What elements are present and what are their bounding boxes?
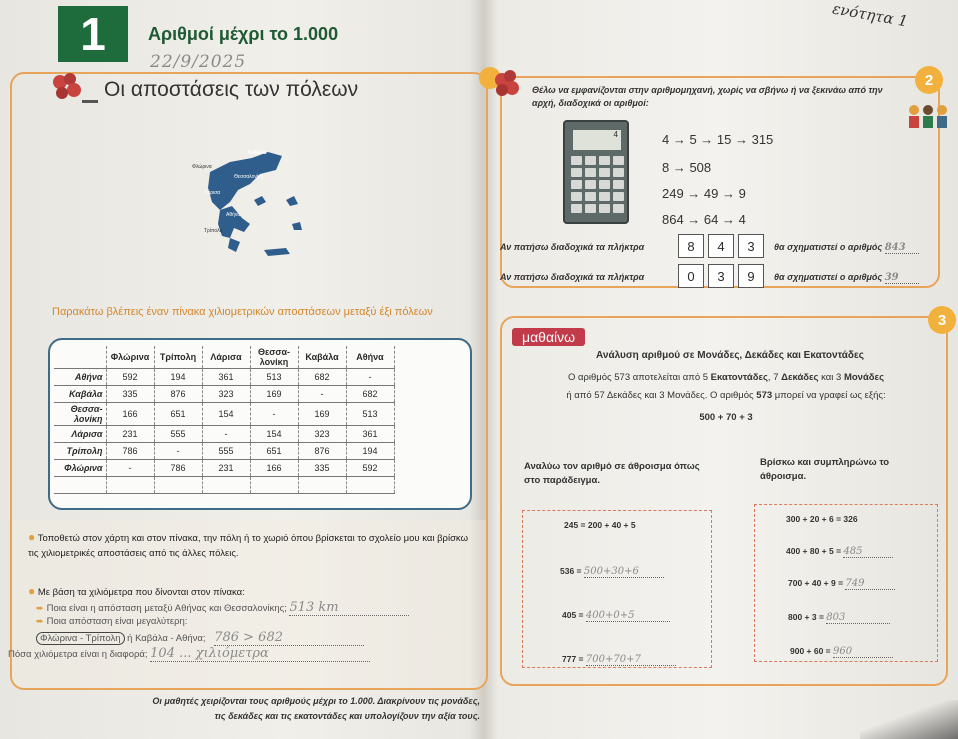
table-cell: 555 (202, 443, 250, 460)
para-bold: Μονάδες (843, 372, 885, 383)
answer-field[interactable]: 500+30+6 (584, 566, 664, 578)
keys-row-2-label: Αν πατήσω διαδοχικά τα πλήκτρα (500, 272, 645, 282)
circled-florina-tripoli: Φλώρινα - Τρίπολη (36, 632, 125, 645)
table-row-empty (54, 477, 394, 494)
table-header-cell (54, 346, 106, 369)
answer-field[interactable]: 400+0+5 (586, 610, 670, 622)
para-text: ή από 57 Δεκάδες και 3 Μονάδες. Ο αριθμός (566, 390, 757, 401)
page-shadow (860, 700, 958, 739)
arrow-icon: ➨ (36, 603, 44, 614)
distance-table (54, 346, 395, 494)
children-icon (906, 102, 950, 132)
para-text: και 3 (818, 372, 844, 383)
eq-text: 900 + 60 = (790, 646, 834, 656)
table-cell: 876 (298, 443, 346, 460)
table-row-header: Αθήνα (54, 369, 106, 386)
exercise-3-number: 3 (928, 306, 956, 334)
sequence-2: 8 → 508 (662, 160, 712, 175)
sequence-1: 4 → 5 → 15 → 315 (662, 132, 774, 147)
key-box: 9 (738, 264, 764, 288)
para-text: Ο αριθμός 573 αποτελείται από 5 (567, 372, 711, 383)
table-cell (250, 477, 298, 494)
exercise-2-number: 2 (915, 66, 943, 94)
table-cell: 323 (298, 426, 346, 443)
eq-text: 777 = (562, 654, 586, 664)
answer-field[interactable]: 786 > 682 (214, 630, 364, 646)
table-cell: 786 (106, 443, 154, 460)
para-bold: 573 (756, 390, 773, 401)
eq-text: 400 + 80 + 5 = (786, 546, 844, 556)
table-row (54, 443, 394, 460)
flower-icon (48, 70, 88, 104)
answer-field[interactable]: 485 (843, 546, 893, 558)
table-row-header: Φλώρινα (54, 460, 106, 477)
left-exercise-box (522, 510, 712, 668)
map-label-kavala: Καβάλα (248, 150, 267, 156)
question-text: Ποια είναι η απόσταση μεταξύ Αθήνας και Θεσσαλονίκης; (46, 603, 287, 614)
table-cell: 166 (250, 460, 298, 477)
table-cell: 876 (154, 386, 202, 403)
left-instruction: Αναλύω τον αριθμό σε άθροισμα όπως στο παράδειγμα. (524, 461, 700, 486)
table-cell: 169 (298, 403, 346, 426)
table-row (54, 426, 394, 443)
calculator-display: 4 (573, 130, 621, 150)
bullet-text: Με βάση τα χιλιόμετρα που δίνονται στον πίνακα: (37, 587, 245, 598)
table-row (54, 403, 394, 426)
question-longer-distance (36, 614, 187, 629)
table-cell: - (346, 369, 394, 386)
eq-text: 536 = (560, 566, 584, 576)
table-cell: 786 (154, 460, 202, 477)
table-cell: 154 (250, 426, 298, 443)
table-cell: 194 (154, 369, 202, 386)
keys-row-1-result (774, 242, 919, 254)
sequence-3: 249 → 49 → 9 (662, 186, 746, 201)
table-cell: 194 (346, 443, 394, 460)
table-header-cell: Θεσσα-λονίκη (250, 346, 298, 369)
exercise-3-paragraph-2 (516, 390, 936, 401)
table-header-cell: Φλώρινα (106, 346, 154, 369)
table-cell: 154 (202, 403, 250, 426)
question-text: Ποια απόσταση είναι μεγαλύτερη: (46, 616, 188, 627)
table-cell: - (298, 386, 346, 403)
map-label-florina: Φλώρινα (192, 164, 212, 170)
keys-row-2-result (774, 272, 919, 284)
para-text: , 7 (767, 372, 782, 383)
answer-field[interactable]: 39 (885, 272, 919, 284)
lesson-title: Οι αποστάσεις των πόλεων (104, 78, 359, 101)
table-header-row (54, 346, 394, 369)
chapter-number: 1 (58, 6, 128, 62)
answer-field[interactable]: 513 km (289, 600, 409, 616)
table-row (54, 386, 394, 403)
greece-map (190, 140, 310, 275)
table-header-cell: Τρίπολη (154, 346, 202, 369)
distance-table-frame (48, 338, 472, 510)
answer-field[interactable]: 803 (826, 612, 890, 624)
eq-text: 700 + 40 + 9 = (788, 578, 846, 588)
flower-icon (476, 66, 522, 100)
table-row (54, 460, 394, 477)
left-eq-4 (562, 654, 676, 666)
result-text: θα σχηματιστεί ο αριθμός (774, 242, 883, 252)
calculator-image (563, 120, 629, 224)
key-box: 3 (738, 234, 764, 258)
table-cell: - (154, 443, 202, 460)
table-cell: 651 (250, 443, 298, 460)
table-cell: 231 (202, 460, 250, 477)
table-cell (346, 477, 394, 494)
map-label-athina: Αθήνα (226, 212, 241, 218)
table-cell: 651 (154, 403, 202, 426)
exercise-3-formula: 500 + 70 + 3 (699, 412, 753, 423)
map-label-thessaloniki: Θεσσαλονίκη (234, 174, 264, 180)
table-header-cell: Καβάλα (298, 346, 346, 369)
question-compare (36, 630, 364, 646)
arrow-icon: ➨ (36, 616, 44, 627)
table-cell: 513 (250, 369, 298, 386)
left-eq-2 (560, 566, 664, 578)
table-header-cell: Αθήνα (346, 346, 394, 369)
table-cell: 513 (346, 403, 394, 426)
keys-row-1-label: Αν πατήσω διαδοχικά τα πλήκτρα (500, 242, 645, 252)
left-eq-3 (562, 610, 670, 622)
right-eq-2 (786, 546, 893, 558)
question-text: Πόσα χιλιόμετρα είναι η διαφορά; (8, 649, 148, 660)
bullet-dot-icon: ● (28, 530, 36, 544)
table-row-header: Καβάλα (54, 386, 106, 403)
table-cell (106, 477, 154, 494)
learn-label: μαθαίνω (512, 328, 585, 346)
table-cell (298, 477, 346, 494)
table-cell: 682 (346, 386, 394, 403)
eq-text: 405 = (562, 610, 586, 620)
answer-field[interactable]: 749 (845, 578, 895, 590)
answer-field[interactable]: 104 ... χιλιόμετρα (150, 646, 370, 662)
calculator-keys (571, 156, 624, 213)
chapter-title: Αριθμοί μέχρι το 1.000 (148, 24, 339, 44)
para-bold: Εκατοντάδες (710, 372, 768, 383)
table-cell: 592 (346, 460, 394, 477)
right-eq-5 (790, 646, 893, 658)
key-box: 3 (708, 264, 734, 288)
answer-field[interactable]: 960 (833, 646, 893, 658)
key-box: 8 (678, 234, 704, 258)
result-text: θα σχηματιστεί ο αριθμός (774, 272, 883, 282)
exercise-3-title: Ανάλυση αριθμού σε Μονάδες, Δεκάδες και Εκατοντάδες (596, 350, 864, 361)
eq-text: 800 + 3 = (788, 612, 827, 622)
table-cell: 166 (106, 403, 154, 426)
bullet-school-location (28, 530, 468, 561)
key-box: 4 (708, 234, 734, 258)
table-row-header: Λάρισα (54, 426, 106, 443)
question-text: ή Καβάλα - Αθήνα; (127, 633, 206, 644)
sequence-4: 864 → 64 → 4 (662, 212, 746, 227)
answer-field[interactable]: 700+70+7 (586, 654, 676, 666)
unit-label: ενότητα 1 (831, 0, 910, 31)
exercise-3-paragraph-1 (516, 372, 936, 383)
right-instruction: Βρίσκω και συμπληρώνω το άθροισμα. (760, 457, 890, 482)
table-row (54, 369, 394, 386)
table-cell: 361 (202, 369, 250, 386)
map-label-tripoli: Τρίπολη (204, 228, 223, 234)
handwritten-date: 22/9/2025 (150, 52, 247, 72)
key-box: 0 (678, 264, 704, 288)
bullet-text: Τοποθετώ στον χάρτη και στον πίνακα, την πόλη ή το χωριό όπου βρίσκεται το σχολείο μου και βρίσκω τις χιλιομετρικές αποστάσεις από τις άλλες πόλεις. (28, 533, 468, 559)
question-difference (8, 646, 370, 662)
right-eq-example: 300 + 20 + 6 = 326 (786, 514, 858, 524)
table-cell: 592 (106, 369, 154, 386)
map-label-larisa: Λάρισα (204, 190, 221, 196)
table-cell: 323 (202, 386, 250, 403)
table-row-header: Θεσσα-λονίκη (54, 403, 106, 426)
bullet-dot-icon: ● (28, 584, 36, 598)
table-intro: Παρακάτω βλέπεις έναν πίνακα χιλιομετρικών αποστάσεων μεταξύ έξι πόλεων (52, 306, 433, 318)
table-cell: 361 (346, 426, 394, 443)
table-cell (154, 477, 202, 494)
bullet-distances (28, 584, 468, 600)
right-eq-3 (788, 578, 895, 590)
title-dash (82, 100, 98, 103)
exercise-2-instructions: Θέλω να εμφανίζονται στην αριθμομηχανή, χωρίς να σβήνω ή να ξεκινάω από την αρχή, διαδοχικά οι αριθμοί: (532, 85, 883, 108)
table-cell: 335 (298, 460, 346, 477)
table-cell: 169 (250, 386, 298, 403)
table-cell: 555 (154, 426, 202, 443)
para-text: μπορεί να γραφεί ως εξής: (772, 390, 886, 401)
table-cell: 335 (106, 386, 154, 403)
table-cell: 682 (298, 369, 346, 386)
table-cell (202, 477, 250, 494)
left-eq-example: 245 = 200 + 40 + 5 (564, 520, 636, 530)
table-row-header: Τρίπολη (54, 443, 106, 460)
right-eq-4 (788, 612, 890, 624)
table-cell (54, 477, 106, 494)
table-cell: - (202, 426, 250, 443)
footer-note: Οι μαθητές χειρίζονται τους αριθμούς μέχρι το 1.000. Διακρίνουν τις μονάδες, τις δεκάδες και τις εκατοντάδες και υπολογίζουν την αξία τους. (152, 696, 480, 721)
para-bold: Δεκάδες (781, 372, 819, 383)
answer-field[interactable]: 843 (885, 242, 919, 254)
table-cell: - (106, 460, 154, 477)
table-header-cell: Λάρισα (202, 346, 250, 369)
table-cell: 231 (106, 426, 154, 443)
table-cell: - (250, 403, 298, 426)
